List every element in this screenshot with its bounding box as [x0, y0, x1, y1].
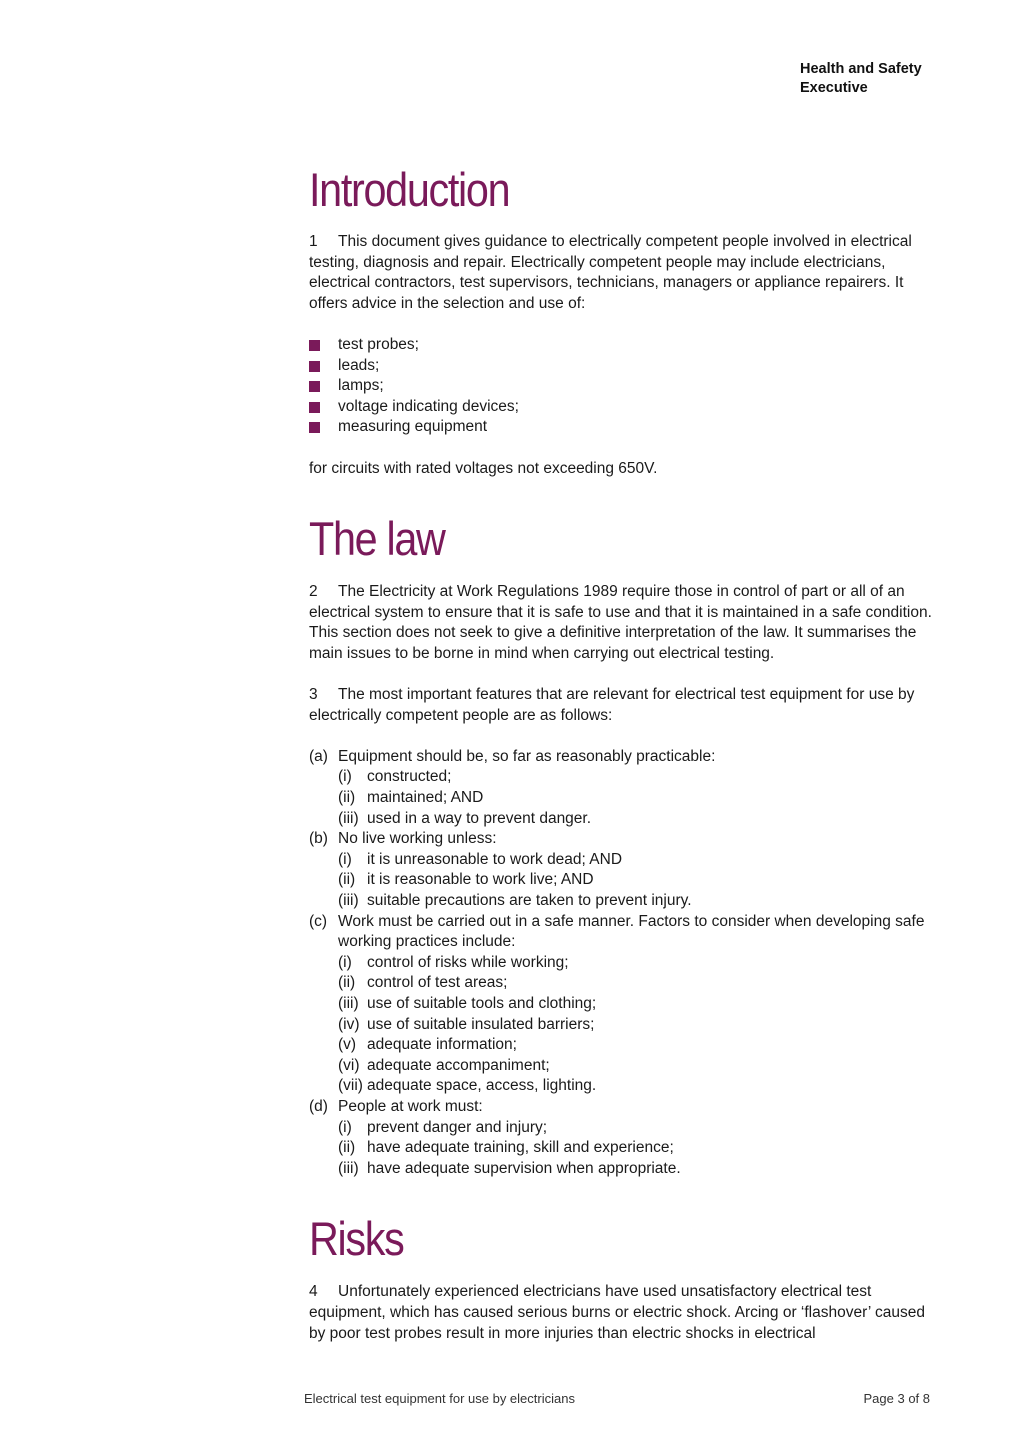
- sub-list-item: (iii) use of suitable tools and clothing;: [338, 995, 597, 1012]
- list-item: (b) No live working unless:: [309, 830, 497, 848]
- risks-heading: Risks: [309, 1212, 404, 1266]
- page-number: Page 3 of 8: [863, 1391, 930, 1406]
- square-bullet-icon: [309, 340, 320, 351]
- sub-list-item: (i) it is unreasonable to work dead; AND: [338, 850, 623, 868]
- list-item: (d) People at work must:: [309, 1097, 483, 1115]
- paragraph-4: [309, 1282, 939, 1344]
- list-item: (c) Work must be carried out in a safe manner. Factors to consider when developing safe working practices include:: [309, 912, 925, 951]
- square-bullet-icon: [309, 402, 320, 413]
- paragraph-number: 1: [309, 233, 318, 250]
- footer-document-title: Electrical test equipment for use by electricians: [304, 1391, 575, 1406]
- sub-list-item: (ii) control of test areas;: [338, 974, 508, 992]
- sub-list-item: (v) adequate information;: [338, 1036, 517, 1054]
- list-item: measuring equipment: [309, 417, 939, 438]
- sub-list-item: (vii) adequate space, access, lighting.: [338, 1077, 597, 1095]
- org-line-2: Executive: [800, 80, 868, 96]
- paragraph-text: This document gives guidance to electrically competent people involved in electrical testing, diagnosis and repair. Electrically competent people may include electricians, electrical contractors, test supervisors, technicians, managers or appliance repairers. It offers advice in the selection and use of:: [309, 233, 912, 312]
- paragraph-2: [309, 582, 939, 664]
- sub-list-item: (iii) suitable precautions are taken to prevent injury.: [338, 892, 692, 910]
- paragraph-3: [309, 685, 939, 726]
- sub-list-item: (i) constructed;: [338, 768, 452, 786]
- list-item: lamps;: [309, 376, 939, 397]
- organisation-name: [800, 60, 922, 98]
- square-bullet-icon: [309, 422, 320, 433]
- paragraph-number: 2: [309, 583, 318, 601]
- paragraph-text: Unfortunately experienced electricians have used unsatisfactory electrical test equipment, which has caused serious burns or electric shock. Arcing or ‘flashover’ caused by poor test probes result in more injuries than electric shocks in electrical: [309, 1283, 926, 1342]
- sub-list-item: (vi) adequate accompaniment;: [338, 1056, 550, 1074]
- sub-list-item: (i) control of risks while working;: [338, 953, 569, 971]
- paragraph-number: 4: [309, 1283, 318, 1301]
- paragraph-1: [309, 232, 939, 314]
- the-law-heading: The law: [309, 512, 445, 566]
- sub-list-item: (iv) use of suitable insulated barriers;: [338, 1015, 595, 1033]
- page-footer: [304, 1391, 930, 1406]
- paragraph-number: 3: [309, 686, 318, 704]
- sub-list-item: (ii) have adequate training, skill and experience;: [338, 1139, 674, 1157]
- introduction-closing: for circuits with rated voltages not exceeding 650V.: [309, 459, 658, 477]
- sub-list-item: (i) prevent danger and injury;: [338, 1118, 548, 1136]
- sub-list-item: (ii) it is reasonable to work live; AND: [338, 871, 594, 889]
- requirements-list: [309, 747, 939, 1179]
- sub-list-item: (iii) have adequate supervision when appropriate.: [338, 1159, 681, 1177]
- list-item: voltage indicating devices;: [309, 397, 939, 418]
- equipment-list: [309, 335, 939, 438]
- introduction-heading: Introduction: [309, 163, 510, 216]
- paragraph-text: The Electricity at Work Regulations 1989 require those in control of part or all of an electrical system to ensure that it is safe to use and that it is maintained in a safe condition. This section does not seek to give a definitive interpretation of the law. It summarises the main issues to be borne in mind when carrying out electrical testing.: [309, 583, 932, 662]
- list-item: leads;: [309, 356, 939, 377]
- sub-list-item: (ii) maintained; AND: [338, 789, 484, 807]
- document-body: [309, 160, 939, 1344]
- square-bullet-icon: [309, 381, 320, 392]
- list-item: test probes;: [309, 335, 939, 356]
- paragraph-text: The most important features that are relevant for electrical test equipment for use by electrically competent people are as follows:: [309, 686, 915, 724]
- list-item: (a) Equipment should be, so far as reasonably practicable:: [309, 747, 716, 765]
- sub-list-item: (iii) used in a way to prevent danger.: [338, 809, 592, 827]
- org-line-1: Health and Safety: [800, 61, 922, 77]
- square-bullet-icon: [309, 361, 320, 372]
